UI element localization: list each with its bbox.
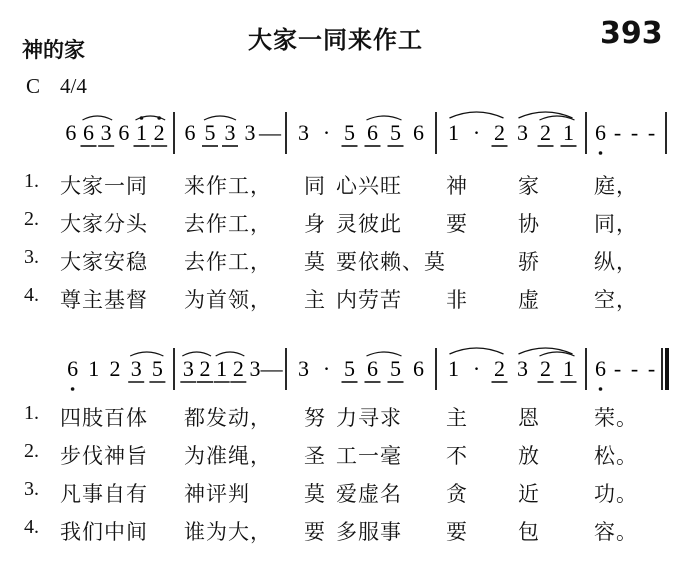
lyric-line [0,440,700,470]
lyric-segment: 空， [594,288,638,312]
note: - [647,356,656,381]
verse-number: 2. [24,440,39,462]
time-signature: 4/4 [60,74,87,98]
lyric-segment: 要依赖、莫 [336,250,446,274]
lyric-segment: 灵彼此 [336,212,402,236]
verse-number: 3. [24,246,39,268]
note: 3 [100,120,112,145]
note: 5 [390,356,401,381]
note: — [260,356,283,381]
lyric-line [0,284,700,314]
verse-number: 1. [24,170,39,192]
note: 3 [517,356,528,381]
lyric-segment: 神评判 [184,482,250,506]
note: 2 [494,356,505,381]
lyric-segment: 同， [594,212,638,236]
verse-number: 3. [24,478,39,500]
lyric-segment: 四肢百体 [60,406,148,430]
lyric-segment: 力寻求 [336,406,402,430]
note: 2 [109,356,121,381]
note: 2 [540,356,551,381]
lyric-segment: 荣。 [594,406,638,430]
lyric-segment: 同 [304,174,326,198]
lyric-segment: 努 [304,406,326,430]
note: 1 [448,120,459,145]
note: 2 [232,356,244,381]
note: 6 [413,120,424,145]
note: - [613,120,622,145]
lyric-segment: 庭， [594,174,638,198]
note: 6 [118,120,130,145]
note: 6 [367,356,378,381]
note: 6 [413,356,424,381]
note: 3 [298,120,309,145]
lyric-segment: 近 [518,482,540,506]
lyric-segment: 恩 [518,406,540,430]
lyric-line [0,208,700,238]
lyric-segment: 功。 [594,482,638,506]
low-dot [599,151,603,155]
note: 2 [153,120,165,145]
lyric-segment: 家 [518,174,540,198]
lyric-segment: 去作工， [184,250,272,274]
lyric-segment: 容。 [594,520,638,544]
note: 3 [130,356,142,381]
lyric-segment: 尊主基督 [60,288,148,312]
note: 6 [595,356,606,381]
note: 6 [65,120,77,145]
note: 2 [199,356,211,381]
lyric-segment: 大家分头 [60,212,148,236]
note: 1 [563,120,574,145]
lyric-line [0,170,700,200]
note: 1 [448,356,459,381]
note: - [630,120,639,145]
note: 3 [182,356,194,381]
lyric-segment: 主 [304,288,326,312]
lyric-segment: 骄 [518,250,540,274]
lyric-segment: 要 [446,212,468,236]
lyric-segment: 来作工， [184,174,272,198]
note: 1 [136,120,147,145]
verse-number: 4. [24,516,39,538]
lyric-segment: 爱虚名 [336,482,402,506]
lyric-segment: 大家一同 [60,174,148,198]
note: · [472,120,481,145]
note: — [259,120,281,145]
lyric-segment: 莫 [304,250,326,274]
lyric-line [0,402,700,432]
lyric-segment: 为首领， [184,288,272,312]
lyric-line [0,516,700,546]
lyric-line [0,246,700,276]
slur [450,348,504,354]
note: 5 [390,120,401,145]
lyric-segment: 要 [304,520,326,544]
note: 6 [595,120,606,145]
lyric-segment: 要 [446,520,468,544]
note: 3 [224,120,236,145]
low-dot [71,387,75,391]
lyric-segment: 放 [518,444,540,468]
lyric-segment: 我们中间 [60,520,148,544]
note: 3 [517,120,528,145]
lyric-segment: 莫 [304,482,326,506]
lyric-segment: 步伐神旨 [60,444,148,468]
lyric-segment: 圣 [304,444,326,468]
note: 6 [67,356,79,381]
note: · [322,356,331,381]
lyric-line [0,478,700,508]
note: · [472,356,481,381]
lyric-segment: 协 [518,212,540,236]
lyric-segment: 松。 [594,444,638,468]
note: 6 [83,120,94,145]
lyric-segment: 内劳苦 [336,288,402,312]
note: 2 [494,120,505,145]
note: 5 [344,356,355,381]
lyric-segment: 大家安稳 [60,250,148,274]
lyric-segment: 心兴旺 [336,174,402,198]
lyric-segment: 去作工， [184,212,272,236]
section-label: 神的家 [22,38,85,62]
note: 3 [249,356,261,381]
note: · [322,120,331,145]
lyric-segment: 凡事自有 [60,482,148,506]
lyric-segment: 纵， [594,250,638,274]
note: 3 [244,120,256,145]
lyric-segment: 身 [304,212,326,236]
lyric-segment: 虚 [518,288,540,312]
note: 1 [216,356,228,381]
note: 5 [204,120,216,145]
lyric-segment: 工一毫 [336,444,402,468]
note: - [630,356,639,381]
lyric-segment: 为准绳， [184,444,272,468]
lyric-segment: 不 [446,444,468,468]
lyric-segment: 主 [446,406,468,430]
lyric-segment: 多服事 [336,520,402,544]
slur [450,112,504,118]
hymn-number: 393 [600,16,663,51]
note: 1 [563,356,574,381]
hymn-title: 大家一同来作工 [248,26,423,54]
lyric-segment: 神 [446,174,468,198]
note: 6 [367,120,378,145]
lyric-segment: 都发动， [184,406,272,430]
verse-number: 4. [24,284,39,306]
verse-number: 1. [24,402,39,424]
key-name: C [26,74,41,98]
lyric-segment: 贪 [446,482,468,506]
note: 2 [540,120,551,145]
note: - [613,356,622,381]
lyric-segment: 包 [518,520,540,544]
note: 1 [88,356,100,381]
lyric-segment: 非 [446,288,468,312]
low-dot [599,387,603,391]
note: 3 [298,356,309,381]
note: 5 [151,356,163,381]
note: - [647,120,656,145]
verse-number: 2. [24,208,39,230]
lyric-segment: 谁为大， [184,520,272,544]
note: 5 [344,120,355,145]
note: 6 [184,120,196,145]
